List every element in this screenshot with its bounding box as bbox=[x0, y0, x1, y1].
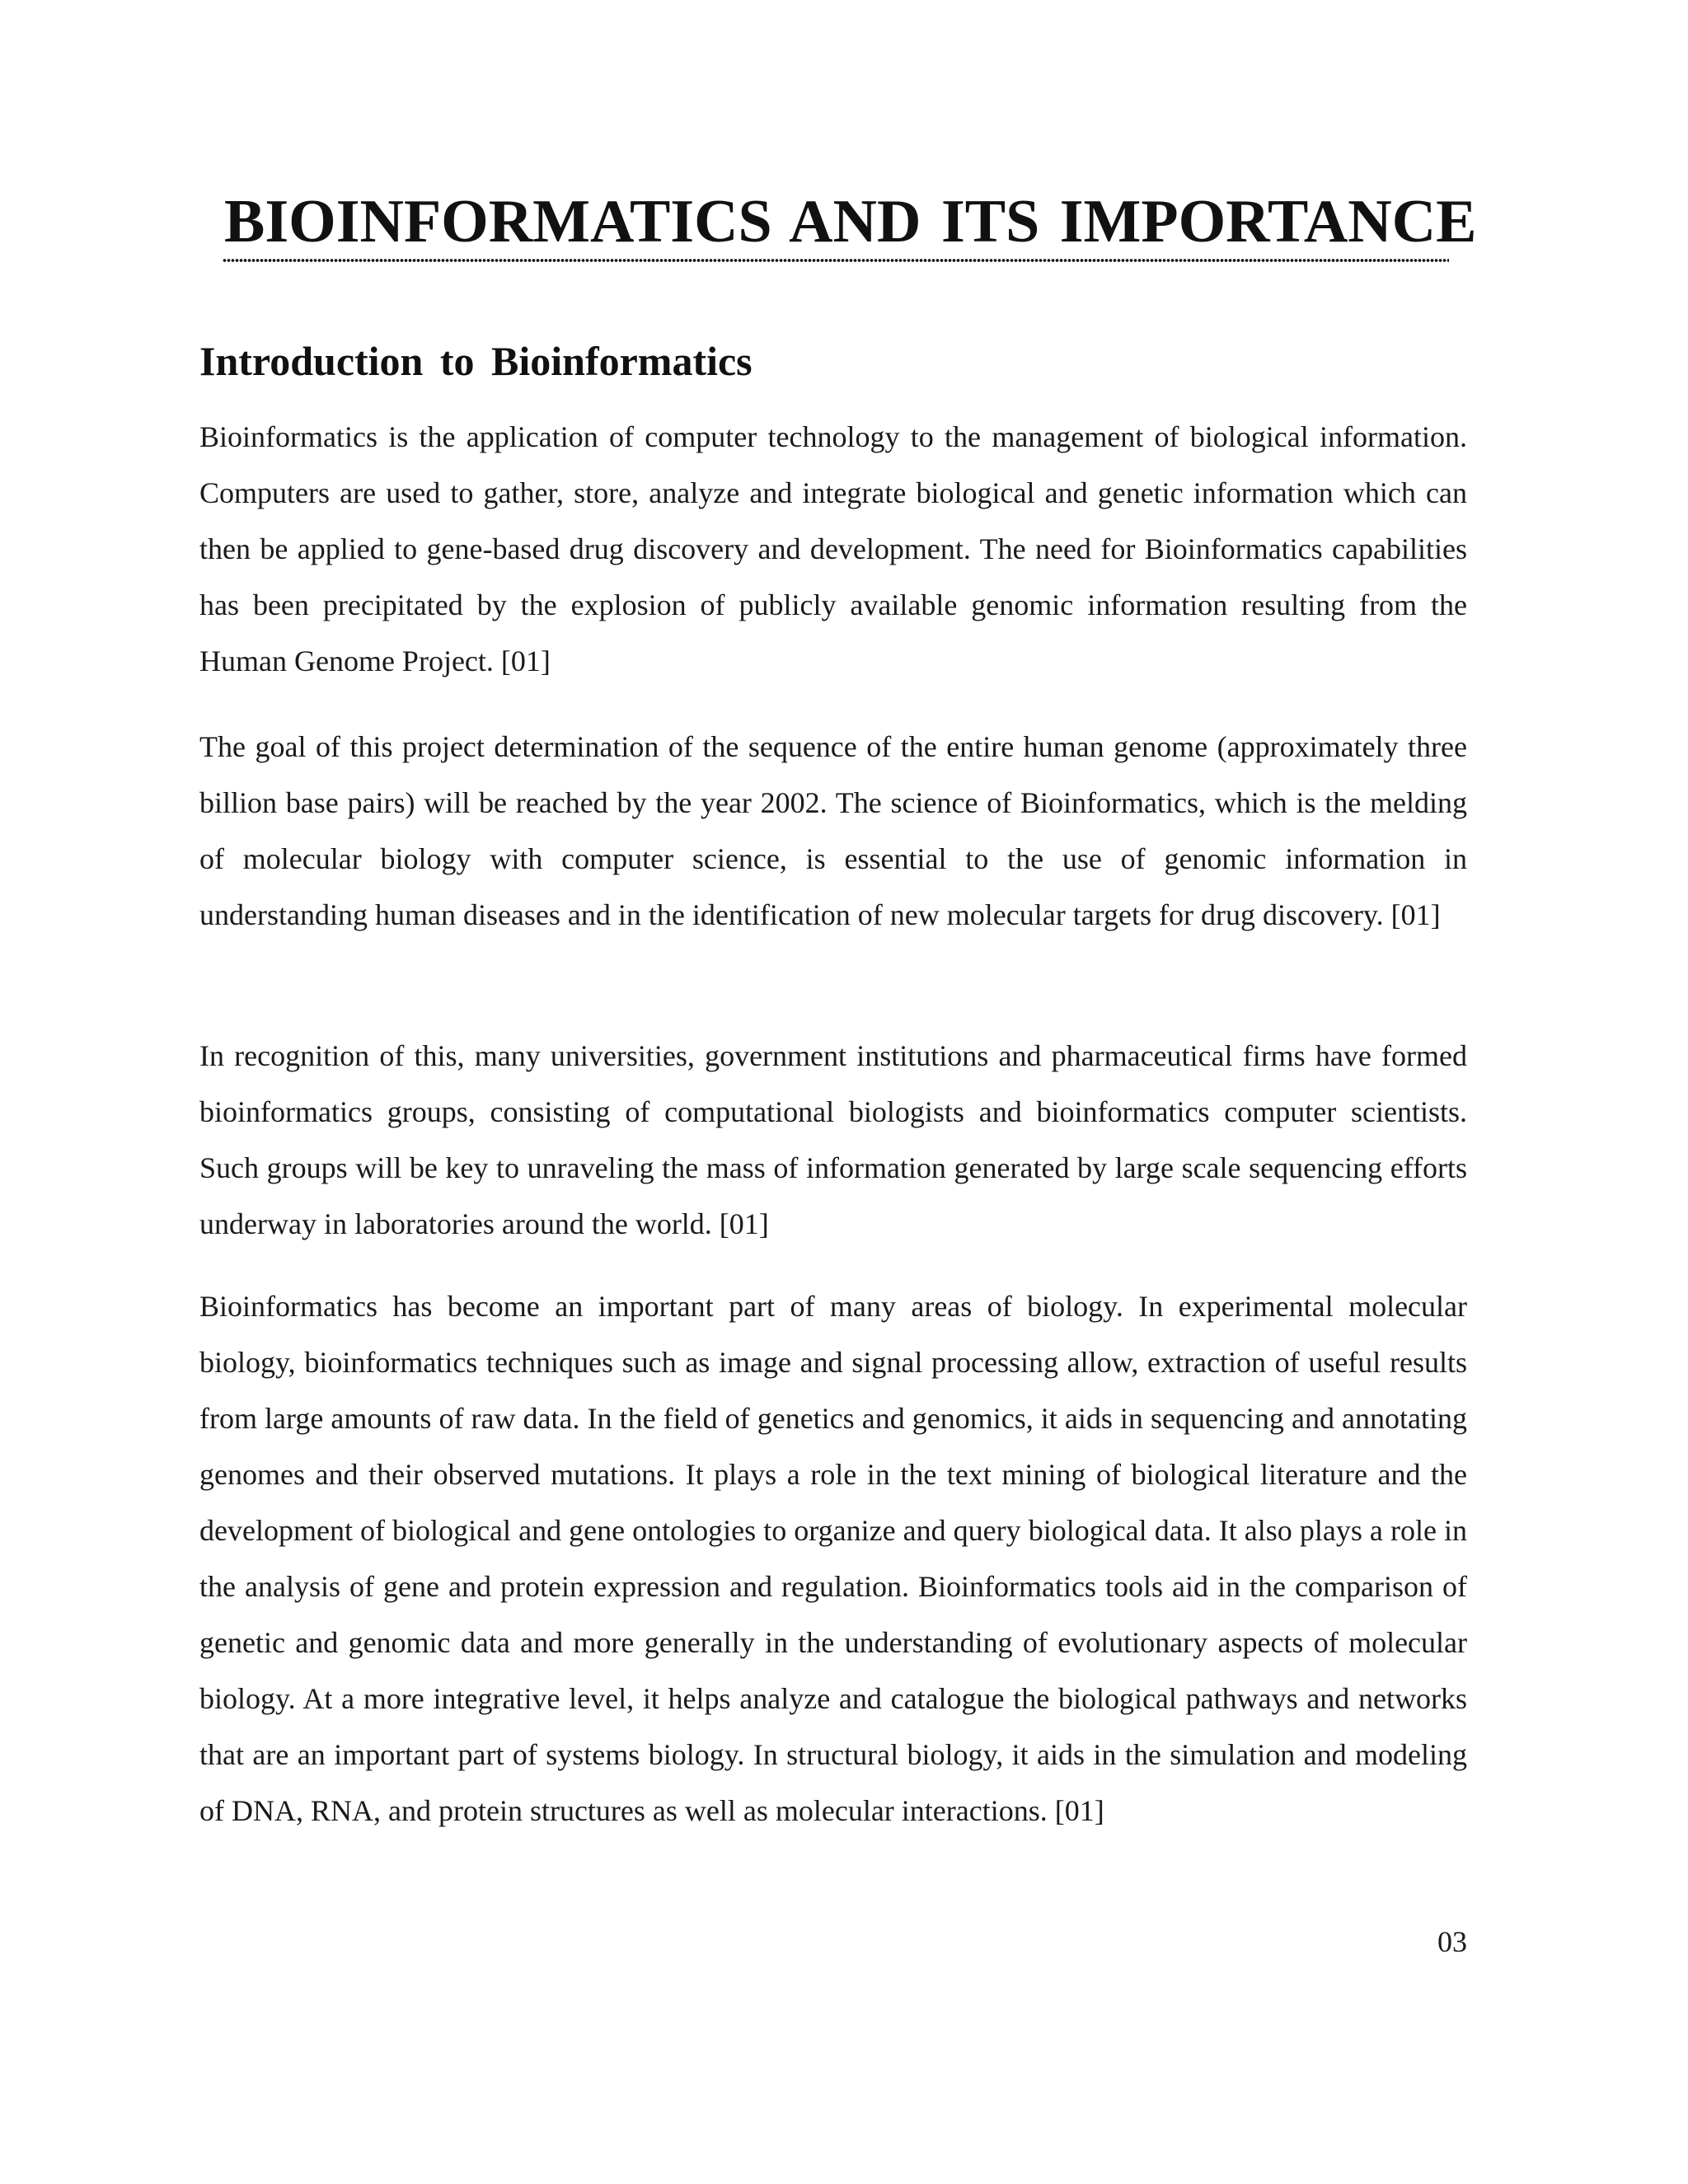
section-heading: Introduction to Bioinformatics bbox=[199, 338, 753, 384]
page-number: 03 bbox=[1437, 1925, 1467, 1958]
title-dotted-underline bbox=[223, 257, 1449, 264]
page-title: BIOINFORMATICS AND ITS IMPORTANCE bbox=[224, 188, 1477, 255]
paragraph-3: In recognition of this, many universities, government institutions and pharmaceutical firms have formed bioinformatics groups, consisting of computational biologists and bioinformatics computer scientists. Such groups will be key to unraveling the mass of information generated by large scale sequencing efforts underway in laboratories around the world. [01] bbox=[199, 1039, 1467, 1240]
paragraph-2: The goal of this project determination of the sequence of the entire human genome (approximately three billion base pairs) will be reached by the year 2002. The science of Bioinformatics, which is the melding of molecular biology with computer science, is essential to the use of genomic information in understanding human diseases and in the identification of new molecular targets for drug discovery. [01] bbox=[199, 730, 1467, 931]
paragraph-1: Bioinformatics is the application of computer technology to the management of biological information. Computers are used to gather, store, analyze and integrate biological and genetic information which can then be applied to gene-based drug discovery and development. The need for Bioinformatics capabilities has been precipitated by the explosion of publicly available genomic information resulting from the Human Genome Project. [01] bbox=[199, 420, 1467, 677]
paragraph-4: Bioinformatics has become an important part of many areas of biology. In experimental molecular biology, bioinformatics techniques such as image and signal processing allow, extraction of useful results from large amounts of raw data. In the field of genetics and genomics, it aids in sequencing and annotating genomes and their observed mutations. It plays a role in the text mining of biological literature and the development of biological and gene ontologies to organize and query biological data. It also plays a role in the analysis of gene and protein expression and regulation. Bioinformatics tools aid in the comparison of genetic and genomic data and more generally in the understanding of evolutionary aspects of molecular biology. At a more integrative level, it helps analyze and catalogue the biological pathways and networks that are an important part of systems biology. In structural biology, it aids in the simulation and modeling of DNA, RNA, and protein structures as well as molecular interactions. [01] bbox=[199, 1290, 1467, 1827]
